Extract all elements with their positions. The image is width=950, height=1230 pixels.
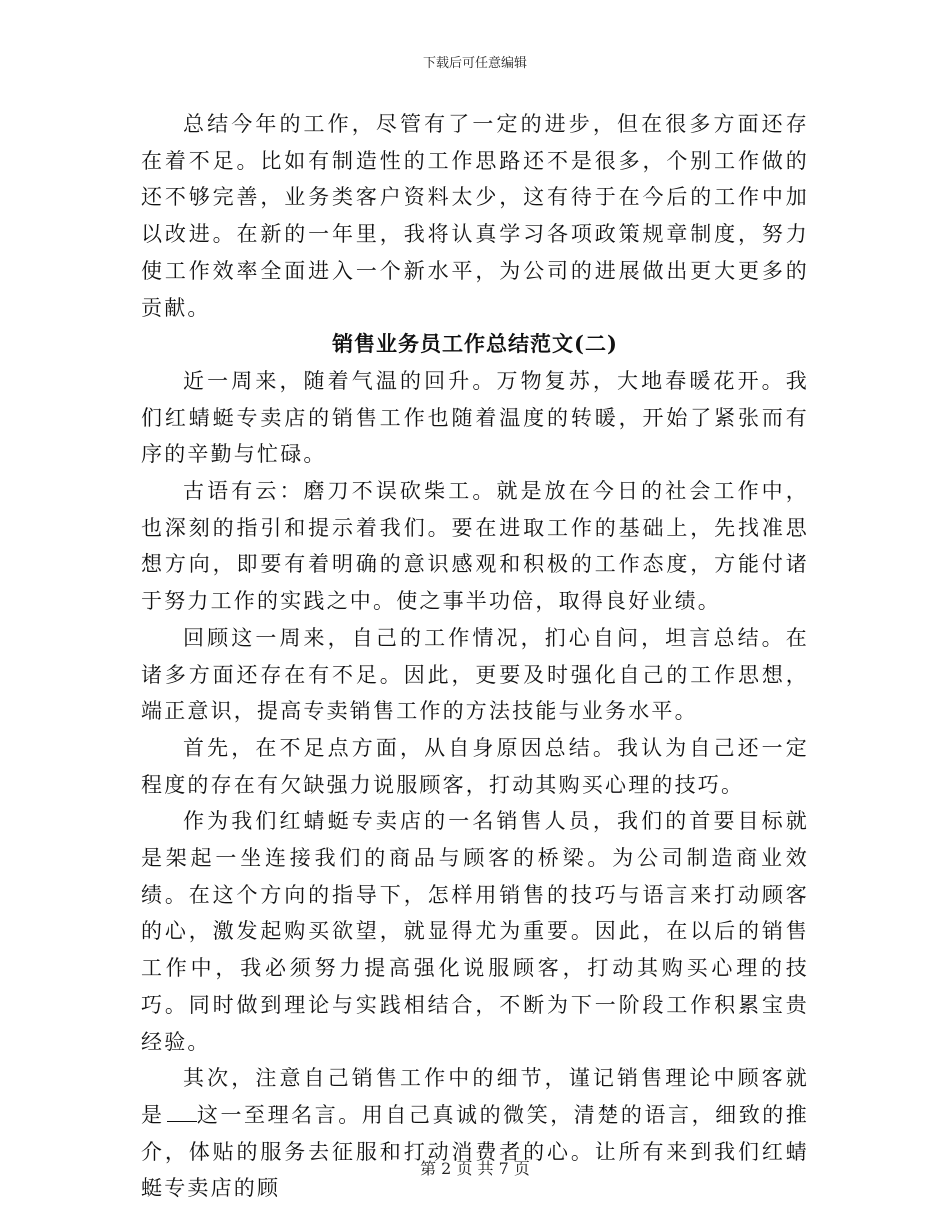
page-footer-number: 第 2 页 共 7 页 (420, 1159, 530, 1178)
paragraph-sales-goal: 作为我们红蜻蜓专卖店的一名销售人员，我们的首要目标就是架起一坐连接我们的商品与顾客的桥梁。为公司制造商业效绩。在这个方向的指导下，怎样用销售的技巧与语言来打动顾客的心，激发起购买欲望，就显得尤为重要。因此，在以后的销售工作中，我必须努力提高强化说服顾客，打动其购买心理的技巧。同时做到理论与实践相结合，不断为下一阶段工作积累宝贵经验。 (141, 809, 809, 1054)
paragraph-first-point: 首先，在不足点方面，从自身原因总结。我认为自己还一定程度的存在有欠缺强力说服顾客，打动其购买心理的技巧。 (141, 735, 809, 797)
paragraph-summary: 总结今年的工作，尽管有了一定的进步，但在很多方面还存在着不足。比如有制造性的工作思路还不是很多，个别工作做的还不够完善，业务类客户资料太少，这有待于在今后的工作中加以改进。在新的一年里，我将认真学习各项政策规章制度，努力使工作效率全面进入一个新水平，为公司的进展做出更大更多的贡献。 (141, 112, 809, 320)
paragraph-intro: 近一周来，随着气温的回升。万物复苏，大地春暖花开。我们红蜻蜓专卖店的销售工作也随着温度的转暖，开始了紧张而有序的辛勤与忙碌。 (141, 368, 809, 467)
paragraph-second-point-start: 其次，注意自己销售工作中的细节，谨记销售理论中顾客就是 (141, 1066, 809, 1127)
page-header-note: 下载后可任意编辑 (422, 56, 527, 71)
paragraph-proverb: 古语有云：磨刀不误砍柴工。就是放在今日的社会工作中，也深刻的指引和提示着我们。要在进取工作的基础上，先找准思想方向，即要有着明确的意识感观和积极的工作态度，方能付诸于努力工作的实践之中。使之事半功倍，取得良好业绩。 (141, 479, 809, 614)
paragraph-second-point-rest: 这一至理名言。用自己真诚的微笑，清楚的语言，细致的推介，体贴的服务去征服和打动消费者的心。让所有来到我们红蜻蜓专卖店的顾 (141, 1102, 809, 1201)
document-body (141, 106, 809, 1207)
section-title: 销售业务员工作总结范文(二) (332, 331, 618, 357)
paragraph-second-point (141, 1060, 809, 1207)
fill-in-blank (167, 1103, 197, 1122)
paragraph-review: 回顾这一周来，自己的工作情况，扪心自问，坦言总结。在诸多方面还存在有不足。因此，更要及时强化自己的工作思想，端正意识，提高专卖销售工作的方法技能与业务水平。 (141, 625, 809, 724)
